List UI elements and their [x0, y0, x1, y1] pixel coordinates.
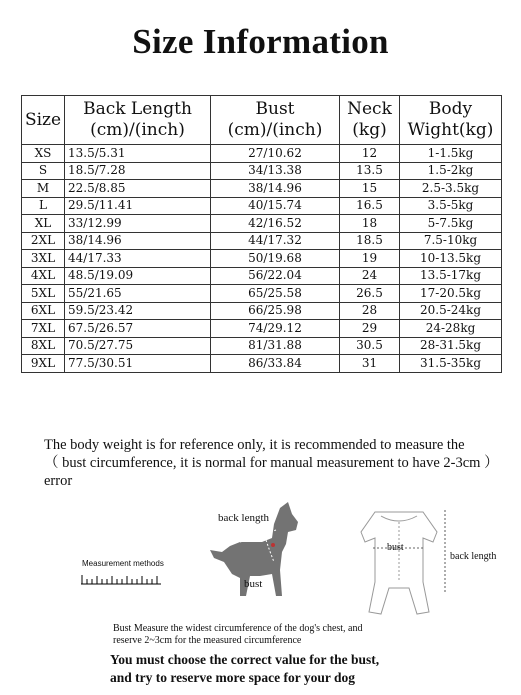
coat-back-length-label: back length — [450, 551, 497, 562]
table-row — [22, 267, 502, 285]
cell-body-weight: 1-1.5kg — [400, 145, 502, 163]
cell-size: 3XL — [22, 250, 65, 268]
cell-bust: 42/16.52 — [211, 215, 340, 233]
table-row — [22, 197, 502, 215]
cell-body-weight: 24-28kg — [400, 320, 502, 338]
header-neck: Neck (kg) — [340, 96, 400, 145]
cell-neck: 12 — [340, 145, 400, 163]
cell-bust: 65/25.58 — [211, 285, 340, 303]
cell-neck: 18.5 — [340, 232, 400, 250]
cell-back-length: 67.5/26.57 — [65, 320, 211, 338]
cell-bust: 38/14.96 — [211, 180, 340, 198]
cell-back-length: 77.5/30.51 — [65, 355, 211, 373]
dog-coat-diagram-icon — [345, 502, 505, 627]
cell-back-length: 44/17.33 — [65, 250, 211, 268]
cell-bust: 74/29.12 — [211, 320, 340, 338]
measurement-methods-label: Measurement methods — [82, 559, 164, 568]
cell-back-length: 38/14.96 — [65, 232, 211, 250]
table-row — [22, 250, 502, 268]
table-row — [22, 302, 502, 320]
cell-back-length: 70.5/27.75 — [65, 337, 211, 355]
table-row — [22, 232, 502, 250]
table-row — [22, 145, 502, 163]
cell-body-weight: 28-31.5kg — [400, 337, 502, 355]
table-row — [22, 180, 502, 198]
cell-body-weight: 31.5-35kg — [400, 355, 502, 373]
cell-body-weight: 7.5-10kg — [400, 232, 502, 250]
cell-size: S — [22, 162, 65, 180]
cell-neck: 13.5 — [340, 162, 400, 180]
cell-neck: 18 — [340, 215, 400, 233]
cell-size: 5XL — [22, 285, 65, 303]
cell-back-length: 33/12.99 — [65, 215, 211, 233]
cell-back-length: 18.5/7.28 — [65, 162, 211, 180]
cell-neck: 16.5 — [340, 197, 400, 215]
page-title: Size Information — [132, 22, 389, 61]
header-body-weight: Body Wight(kg) — [400, 96, 502, 145]
dog-back-length-label: back length — [218, 512, 270, 524]
tape-measure-icon — [81, 573, 161, 587]
header-size: Size — [22, 96, 65, 145]
cell-size: 6XL — [22, 302, 65, 320]
cell-neck: 19 — [340, 250, 400, 268]
cell-body-weight: 2.5-3.5kg — [400, 180, 502, 198]
cell-back-length: 22.5/8.85 — [65, 180, 211, 198]
cell-bust: 66/25.98 — [211, 302, 340, 320]
cell-size: M — [22, 180, 65, 198]
bust-measure-note: Bust Measure the widest circumference of the dog's chest, and reserve 2~3cm for the measured circumference — [113, 623, 363, 646]
cell-bust: 56/22.04 — [211, 267, 340, 285]
cell-size: 4XL — [22, 267, 65, 285]
cell-back-length: 55/21.65 — [65, 285, 211, 303]
cell-size: 7XL — [22, 320, 65, 338]
dog-bust-label: bust — [244, 578, 263, 590]
cell-bust: 34/13.38 — [211, 162, 340, 180]
cell-neck: 15 — [340, 180, 400, 198]
cell-neck: 31 — [340, 355, 400, 373]
cell-bust: 27/10.62 — [211, 145, 340, 163]
table-row — [22, 215, 502, 233]
cell-body-weight: 10-13.5kg — [400, 250, 502, 268]
cell-bust: 86/33.84 — [211, 355, 340, 373]
bust-warning: You must choose the correct value for the bust, and try to reserve more space for your dog — [110, 652, 380, 685]
cell-neck: 30.5 — [340, 337, 400, 355]
cell-body-weight: 5-7.5kg — [400, 215, 502, 233]
cell-body-weight: 17-20.5kg — [400, 285, 502, 303]
coat-bust-label: bust — [387, 542, 404, 553]
cell-body-weight: 1.5-2kg — [400, 162, 502, 180]
cell-body-weight: 13.5-17kg — [400, 267, 502, 285]
cell-bust: 44/17.32 — [211, 232, 340, 250]
cell-size: 2XL — [22, 232, 65, 250]
header-back-length: Back Length (cm)/(inch) — [65, 96, 211, 145]
cell-neck: 24 — [340, 267, 400, 285]
cell-size: XS — [22, 145, 65, 163]
cell-back-length: 48.5/19.09 — [65, 267, 211, 285]
cell-bust: 40/15.74 — [211, 197, 340, 215]
cell-size: 9XL — [22, 355, 65, 373]
cell-bust: 81/31.88 — [211, 337, 340, 355]
table-header-row — [22, 96, 502, 145]
table-row — [22, 320, 502, 338]
header-bust: Bust (cm)/(inch) — [211, 96, 340, 145]
cell-size: L — [22, 197, 65, 215]
cell-back-length: 59.5/23.42 — [65, 302, 211, 320]
cell-size: XL — [22, 215, 65, 233]
cell-body-weight: 3.5-5kg — [400, 197, 502, 215]
weight-note: The body weight is for reference only, it is recommended to measure the （ bust circumference, it is normal for manual measurement to have 2-3cm ） error — [44, 437, 499, 489]
table-row — [22, 162, 502, 180]
cell-back-length: 29.5/11.41 — [65, 197, 211, 215]
size-table — [21, 95, 502, 373]
cell-neck: 29 — [340, 320, 400, 338]
cell-neck: 28 — [340, 302, 400, 320]
table-row — [22, 355, 502, 373]
table-row — [22, 337, 502, 355]
cell-bust: 50/19.68 — [211, 250, 340, 268]
cell-neck: 26.5 — [340, 285, 400, 303]
table-row — [22, 285, 502, 303]
cell-back-length: 13.5/5.31 — [65, 145, 211, 163]
cell-size: 8XL — [22, 337, 65, 355]
cell-body-weight: 20.5-24kg — [400, 302, 502, 320]
